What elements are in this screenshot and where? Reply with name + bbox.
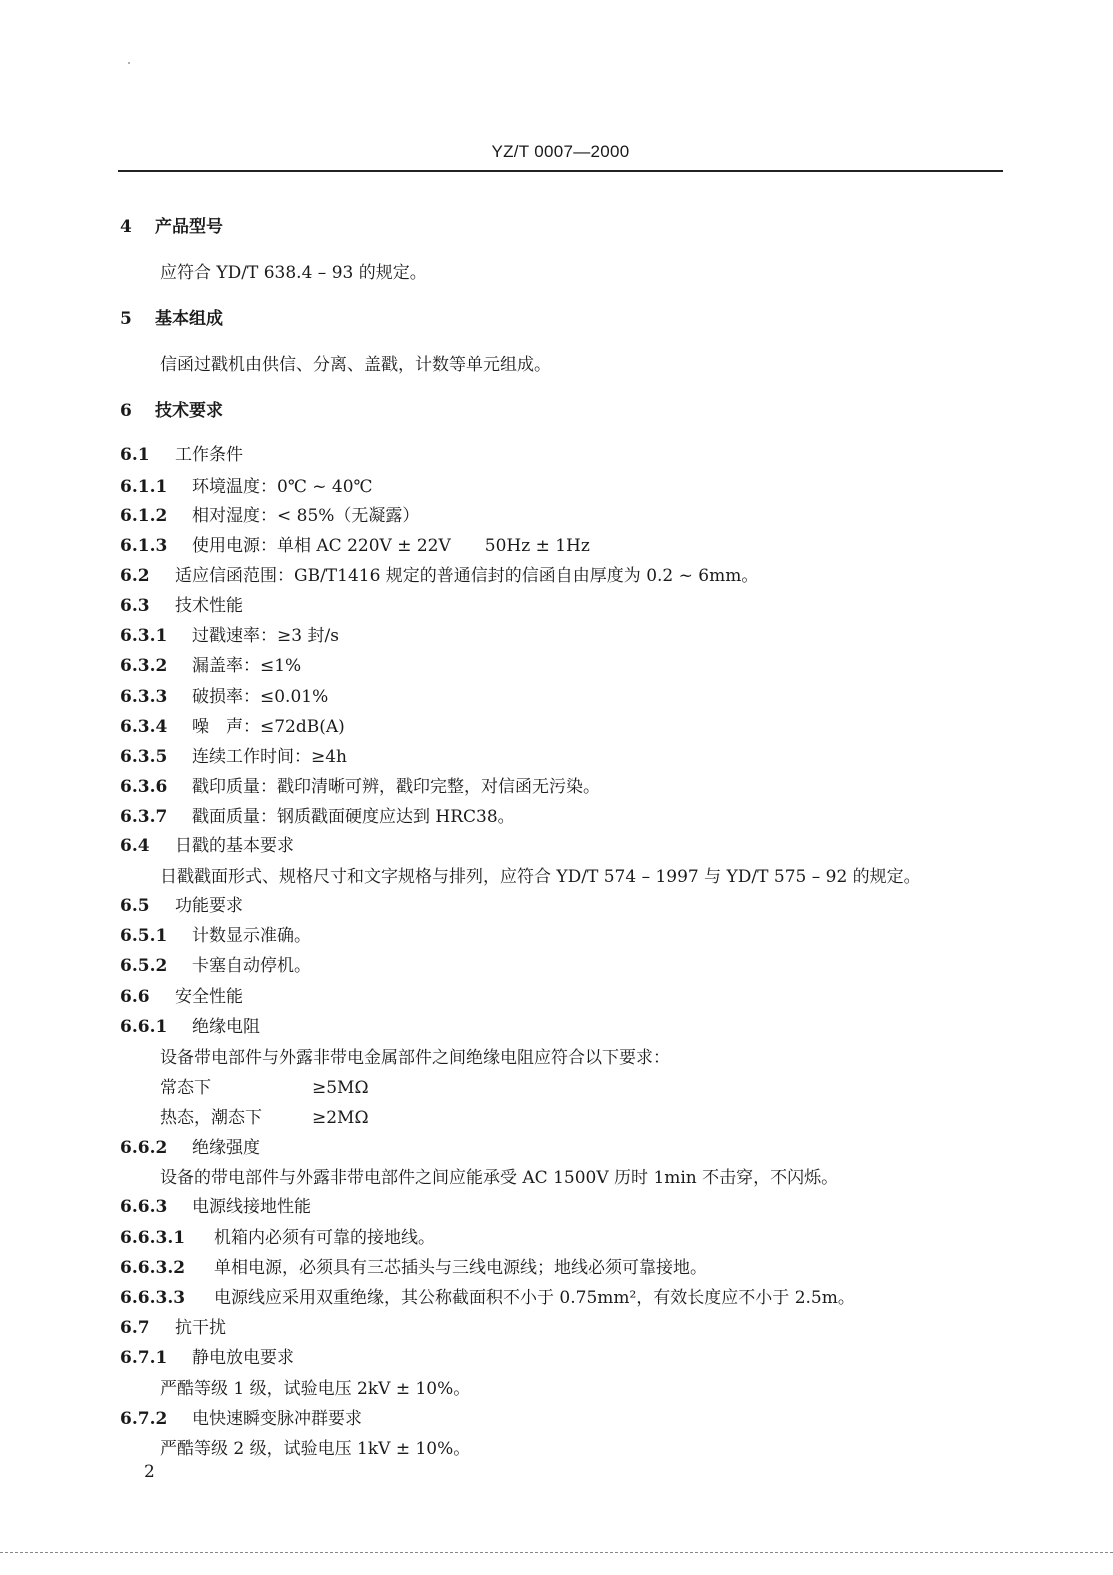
clause-text: 计数显示准确。 [192, 926, 311, 946]
clause-text: 戳面质量：钢质戳面硬度应达到 HRC38。 [192, 807, 515, 827]
clause-number: 6.3.6 [120, 777, 168, 797]
clause-number: 6.7 [120, 1318, 150, 1338]
scan-edge-line [0, 1552, 1113, 1553]
clause-text: 噪 声：≤72dB(A) [192, 717, 345, 737]
clause-text: 适应信函范围：GB/T1416 规定的普通信封的信函自由厚度为 0.2 ~ 6mm。 [175, 566, 759, 586]
clause-text: 静电放电要求 [192, 1348, 294, 1368]
clause-number: 6.3.4 [120, 717, 168, 737]
clause-text: 严酷等级 1 级，试验电压 2kV ± 10%。 [160, 1379, 471, 1399]
clause-number: 6.1.2 [120, 506, 168, 526]
clause-text: 功能要求 [175, 896, 243, 916]
clause-number: 6.7.1 [120, 1348, 168, 1368]
clause-text: 过戳速率：≥3 封/s [192, 626, 339, 646]
clause-number: 6.6 [120, 987, 150, 1007]
clause-text: 相对湿度：< 85%（无凝露） [192, 506, 420, 526]
document-code-header: YZ/T 0007—2000 [491, 142, 630, 161]
clause-text: 绝缘电阻 [192, 1017, 260, 1037]
clause-number: 6.6.3 [120, 1197, 168, 1217]
clause-number: 6.6.3.2 [120, 1258, 186, 1278]
clause-text: 使用电源：单相 AC 220V ± 22V 50Hz ± 1Hz [192, 536, 590, 556]
clause-text: 热态，潮态下 [160, 1108, 262, 1128]
clause-text: 电快速瞬变脉冲群要求 [192, 1409, 362, 1429]
clause-number: 6.3.5 [120, 747, 168, 767]
clause-text: 信函过戳机由供信、分离、盖戳，计数等单元组成。 [160, 355, 551, 375]
page-number: 2 [144, 1462, 155, 1482]
clause-number: 6.1.1 [120, 477, 168, 497]
clause-number: 6.4 [120, 836, 150, 856]
clause-text: 卡塞自动停机。 [192, 956, 311, 976]
clause-text: 戳印质量：戳印清晰可辨，戳印完整，对信函无污染。 [192, 777, 600, 797]
clause-text: 漏盖率：≤1% [192, 656, 302, 676]
clause-number: 6.5.1 [120, 926, 168, 946]
clause-text: 绝缘强度 [192, 1138, 260, 1158]
clause-value: ≥2MΩ [312, 1108, 369, 1128]
clause-text: 日戳的基本要求 [175, 836, 294, 856]
clause-text: 单相电源，必须具有三芯插头与三线电源线；地线必须可靠接地。 [214, 1258, 707, 1278]
header-rule [118, 170, 1003, 172]
clause-number: 6.2 [120, 566, 150, 586]
clause-number: 6.5 [120, 896, 150, 916]
clause-number: 4 [120, 217, 132, 237]
clause-number: 6.1.3 [120, 536, 168, 556]
clause-number: 6.6.1 [120, 1017, 168, 1037]
clause-text: 设备的带电部件与外露非带电部件之间应能承受 AC 1500V 历时 1min 不击穿，不闪烁。 [160, 1168, 839, 1188]
clause-number: 6.3.3 [120, 687, 168, 707]
clause-text: 技术要求 [155, 401, 223, 421]
clause-text: 严酷等级 2 级，试验电压 1kV ± 10%。 [160, 1439, 471, 1459]
scan-speck [128, 62, 130, 64]
clause-number: 6.3.2 [120, 656, 168, 676]
clause-text: 设备带电部件与外露非带电金属部件之间绝缘电阻应符合以下要求： [160, 1048, 670, 1068]
clause-number: 6.1 [120, 445, 150, 465]
clause-text: 破损率：≤0.01% [192, 687, 329, 707]
clause-number: 6.3 [120, 596, 150, 616]
clause-number: 5 [120, 309, 132, 329]
clause-number: 6.3.7 [120, 807, 168, 827]
clause-text: 工作条件 [175, 445, 243, 465]
clause-text: 连续工作时间：≥4h [192, 747, 348, 767]
clause-text: 抗干扰 [175, 1318, 226, 1338]
clause-number: 6.7.2 [120, 1409, 168, 1429]
clause-number: 6.6.3.1 [120, 1228, 186, 1248]
clause-text: 应符合 YD/T 638.4 – 93 的规定。 [160, 263, 427, 283]
clause-number: 6.3.1 [120, 626, 168, 646]
clause-text: 常态下 [160, 1078, 211, 1098]
clause-text: 机箱内必须有可靠的接地线。 [214, 1228, 435, 1248]
clause-text: 电源线应采用双重绝缘，其公称截面积不小于 0.75mm²，有效长度应不小于 2.5m。 [214, 1288, 855, 1308]
clause-text: 技术性能 [175, 596, 243, 616]
clause-number: 6.6.2 [120, 1138, 168, 1158]
clause-text: 产品型号 [155, 217, 223, 237]
clause-text: 日戳戳面形式、规格尺寸和文字规格与排列，应符合 YD/T 574 – 1997 与 YD/T 575 – 92 的规定。 [160, 867, 921, 887]
clause-text: 安全性能 [175, 987, 243, 1007]
clause-text: 电源线接地性能 [192, 1197, 311, 1217]
clause-value: ≥5MΩ [312, 1078, 369, 1098]
clause-number: 6.6.3.3 [120, 1288, 186, 1308]
clause-number: 6.5.2 [120, 956, 168, 976]
clause-text: 环境温度：0℃ ~ 40℃ [192, 477, 373, 497]
clause-text: 基本组成 [155, 309, 223, 329]
clause-number: 6 [120, 401, 132, 421]
